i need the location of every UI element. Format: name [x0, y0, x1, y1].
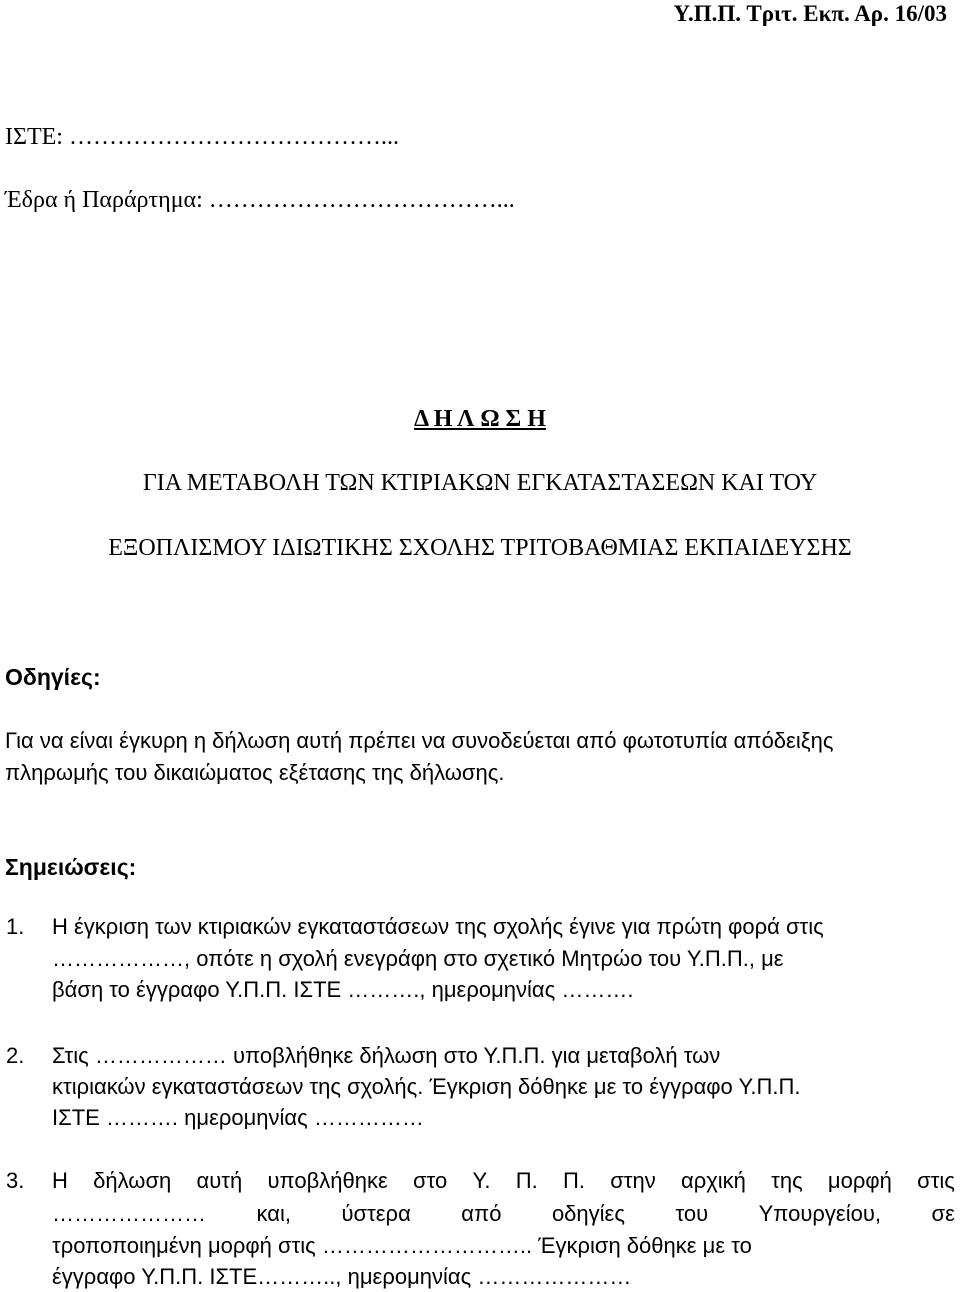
justified-word: από — [461, 1201, 502, 1226]
justified-word: οδηγίες — [551, 1201, 625, 1226]
note-1-line-3: βάση το έγγραφο Υ.Π.Π. ΙΣΤΕ ………., ημερομηνίας ………. — [52, 977, 634, 1002]
notes-heading: Σημειώσεις: — [5, 854, 137, 880]
justified-word: και, — [256, 1201, 291, 1226]
document-reference-number: Υ.Π.Π. Τριτ. Εκπ. Αρ. 16/03 — [673, 1, 947, 26]
justified-word: δήλωση — [93, 1168, 172, 1193]
note-1-number: 1. — [6, 914, 25, 939]
document-title: Δ Η Λ Ω Σ Η — [414, 406, 546, 432]
note-2-number: 2. — [6, 1043, 25, 1068]
seat-field: Έδρα ή Παράρτημα: ………………………………... — [5, 187, 515, 213]
justified-word: υποβλήθηκε — [267, 1168, 388, 1193]
justified-word: ………………… — [52, 1201, 206, 1226]
note-3-line-3: τροποποιημένη μορφή στις ……………………….. Έγκριση δόθηκε με το — [52, 1233, 752, 1258]
note-1-line-1: Η έγκριση των κτιριακών εγκαταστάσεων της σχολής έγινε για πρώτη φορά στις — [52, 914, 824, 939]
justified-word: του — [675, 1201, 709, 1226]
justified-word: στις — [917, 1168, 955, 1193]
justified-word: σε — [931, 1201, 955, 1226]
note-3-number: 3. — [6, 1168, 25, 1193]
note-2-line-3: ΙΣΤΕ ………. ημερομηνίας …………… — [52, 1105, 424, 1130]
justified-word: Π. — [562, 1168, 585, 1193]
note-3-line-4: έγγραφο Υ.Π.Π. ΙΣΤΕ……….., ημερομηνίας ………………… — [52, 1264, 632, 1289]
justified-word: μορφή — [827, 1168, 892, 1193]
justified-word: της — [771, 1168, 803, 1193]
instructions-text-line-1: Για να είναι έγκυρη η δήλωση αυτή πρέπει να συνοδεύεται από φωτοτυπία απόδειξης — [5, 728, 834, 753]
justified-word: αρχική — [680, 1168, 746, 1193]
justified-word: Υ. — [472, 1168, 491, 1193]
note-1-line-2: ………………, οπότε η σχολή ενεγράφη στο σχετικό Μητρώο του Υ.Π.Π., με — [52, 946, 784, 971]
note-3-line-1 — [52, 1166, 955, 1196]
justified-word: ύστερα — [341, 1201, 411, 1226]
document-subtitle-line-2: ΕΞΟΠΛΙΣΜΟΥ ΙΔΙΩΤΙΚΗΣ ΣΧΟΛΗΣ ΤΡΙΤΟΒΑΘΜΙΑΣ ΕΚΠΑΙΔΕΥΣΗΣ — [108, 535, 852, 561]
note-3-line-2 — [52, 1199, 955, 1229]
justified-word: Υπουργείου, — [758, 1201, 882, 1226]
note-2-line-1: Στις ……………… υποβλήθηκε δήλωση στο Υ.Π.Π. για μεταβολή των — [52, 1043, 721, 1068]
document-subtitle-line-1: ΓΙΑ ΜΕΤΑΒΟΛΗ ΤΩΝ ΚΤΙΡΙΑΚΩΝ ΕΓΚΑΤΑΣΤΑΣΕΩΝ ΚΑΙ ΤΟΥ — [142, 470, 818, 496]
instructions-heading: Οδηγίες: — [5, 664, 101, 690]
justified-word: στο — [413, 1168, 448, 1193]
note-2-line-2: κτιριακών εγκαταστάσεων της σχολής. Έγκριση δόθηκε με το έγγραφο Υ.Π.Π. — [52, 1074, 801, 1099]
justified-word: αυτή — [196, 1168, 243, 1193]
instructions-text-line-2: πληρωμής του δικαιώματος εξέτασης της δήλωσης. — [5, 760, 505, 785]
justified-word: Η — [52, 1168, 68, 1193]
justified-word: στην — [610, 1168, 656, 1193]
iste-field: ΙΣΤΕ: …………………………………... — [5, 124, 399, 150]
justified-word: Π. — [515, 1168, 538, 1193]
